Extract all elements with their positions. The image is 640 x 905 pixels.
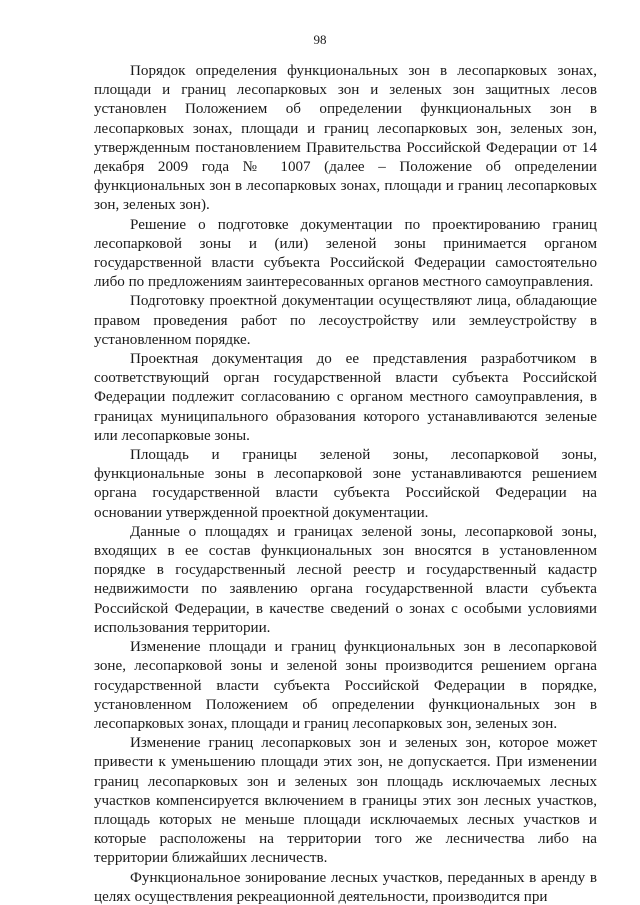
page-number: 98 [313,32,327,47]
paragraph-8: Изменение границ лесопарковых зон и зеленых зон, которое может привести к уменьшению площади этих зон, не допускается. При изменении границ лесопарковых зон и зеленых зон площадь исключаемых лесных участков компенсируется включением в границы этих зон лесных участков, площадь которых не меньше площади исключаемых лесных участков и которые расположены на территории того же лесничества либо на территории ближайших лесничеств. [94,735,597,867]
paragraph-5: Площадь и границы зеленой зоны, лесопарковой зоны, функциональные зоны в лесопарковой зоне устанавливаются решением органа государственной власти субъекта Российской Федерации на основании утвержденной проектной документации. [94,447,597,521]
paragraph-4: Проектная документация до ее представления разработчиком в соответствующий орган государственной власти субъекта Российской Федерации подлежит согласованию с органом местного самоуправления, в границах муниципального образования которого устанавливаются зеленые или лесопарковые зоны. [94,351,597,444]
paragraph-1: Порядок определения функциональных зон в лесопарковых зонах, площади и границ лесопарковых зон и зеленых зон защитных лесов установлен Положением об определении функциональных зон в лесопарковых зонах, площади и границ лесопарковых зон, зеленых зон, утвержденным постановлением Правительства Российской Федерации от 14 декабря 2009 года № 1007 (далее – Положение об определении функциональных зон в лесопарковых зонах, площади и границ лесопарковых зон, зеленых зон). [94,63,597,214]
body-text [94,62,597,905]
paragraph-9: Функциональное зонирование лесных участков, переданных в аренду в целях осуществления рекреационной деятельности, производится при [94,869,597,905]
paragraph-7: Изменение площади и границ функциональных зон в лесопарковой зоне, лесопарковой зоны и зеленой зоны производится решением органа государственной власти субъекта Российской Федерации в порядке, установленном Положением об определении функциональных зон в лесопарковых зонах, площади и границ лесопарковых зон, зеленых зон. [94,639,597,732]
paragraph-3: Подготовку проектной документации осуществляют лица, обладающие правом проведения работ по лесоустройству или землеустройству в установленном порядке. [94,293,597,348]
paragraph-2: Решение о подготовке документации по проектированию границ лесопарковой зоны и (или) зеленой зоны принимается органом государственной власти субъекта Российской Федерации самостоятельно либо по предложениям заинтересованных органов местного самоуправления. [94,216,597,291]
paragraph-6: Данные о площадях и границах зеленой зоны, лесопарковой зоны, входящих в ее состав функциональных зон вносятся в установленном порядке в государственный лесной реестр и государственный кадастр недвижимости по заявлению органа государственной власти субъекта Российской Федерации, в качестве сведений о зонах с особыми условиями использования территории. [94,523,597,636]
